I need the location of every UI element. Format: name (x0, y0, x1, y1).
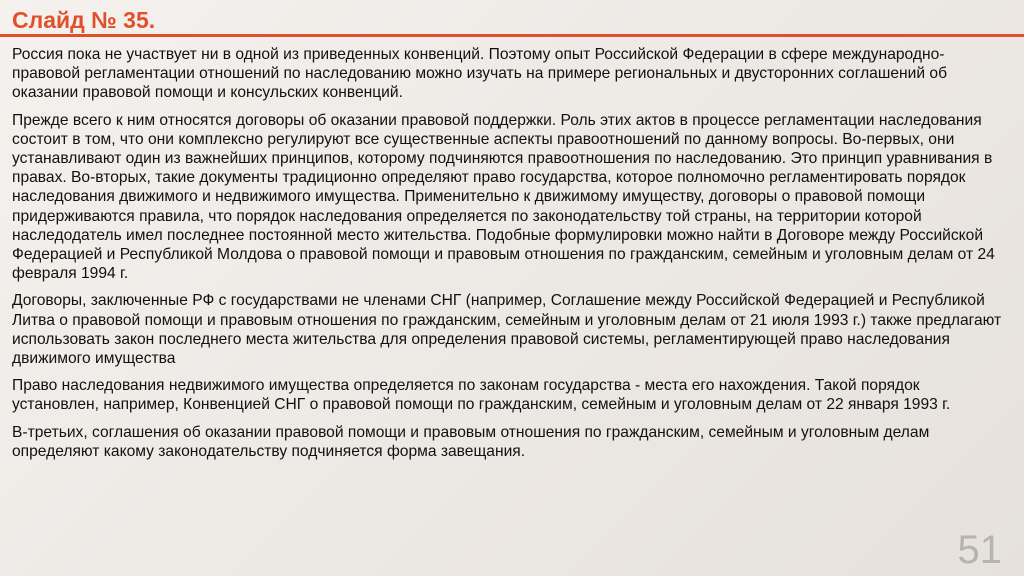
title-underline (0, 34, 1024, 37)
paragraph-5: В-третьих, соглашения об оказании правовой помощи и правовым отношения по гражданским, семейным и уголовным делам определяют какому законодательству подчиняется форма завещания. (12, 423, 930, 460)
slide-title: Слайд № 35. (12, 7, 156, 33)
paragraph-4: Право наследования недвижимого имущества определяется по законам государства - места его нахождения. Такой порядок установлен, например, Конвенцией СНГ о правовой помощи по гражданским, семейным и уголовным делам от 22 января 1993 г. (12, 377, 951, 414)
paragraph-1: Россия пока не участвует ни в одной из приведенных конвенций. Поэтому опыт Российской Федерации в сфере международно-правовой регламентации отношений по наследованию можно изучать на примере региональных и двусторонних соглашений об оказании правовой помощи и консульских конвенций. (12, 46, 947, 102)
paragraph-2: Прежде всего к ним относятся договоры об оказании правовой поддержки. Роль этих актов в процессе регламентации наследования состоит в том, что они комплексно регулируют все существенные аспекты правоотношений по данному вопросы. Во-первых, они устанавливают один из важнейших принципов, которому подчиняются правоотношения по наследованию. Это принцип уравнивания в правах. Во-вторых, такие документы традиционно определяют право государства, которое полномочно регламентировать порядок наследования движимого и недвижимого имущества. Применительно к движимому имуществу, договоры о правовой помощи придерживаются правила, что порядок наследования определяется по законодательству той страны, на территории которой наследодатель имел последнее постоянной место жительства. Подобные формулировки можно найти в Договоре между Российской Федерацией и Республикой Молдова о правовой помощи и правовым отношения по гражданским, семейным и уголовным делам от 24 февраля 1994 г. (12, 111, 995, 283)
page-number: 51 (957, 528, 1002, 572)
slide-body (12, 45, 1008, 469)
paragraph-3: Договоры, заключенные РФ с государствами не членами СНГ (например, Соглашение между Российской Федерацией и Республикой Литва о правовой помощи и правовым отношения по гражданским, семейным и уголовным делам от 21 июля 1993 г.) также предлагают использовать закон последнего места жительства для определения правовой системы, регламентирующей право наследования движимого имущества (12, 292, 1002, 368)
